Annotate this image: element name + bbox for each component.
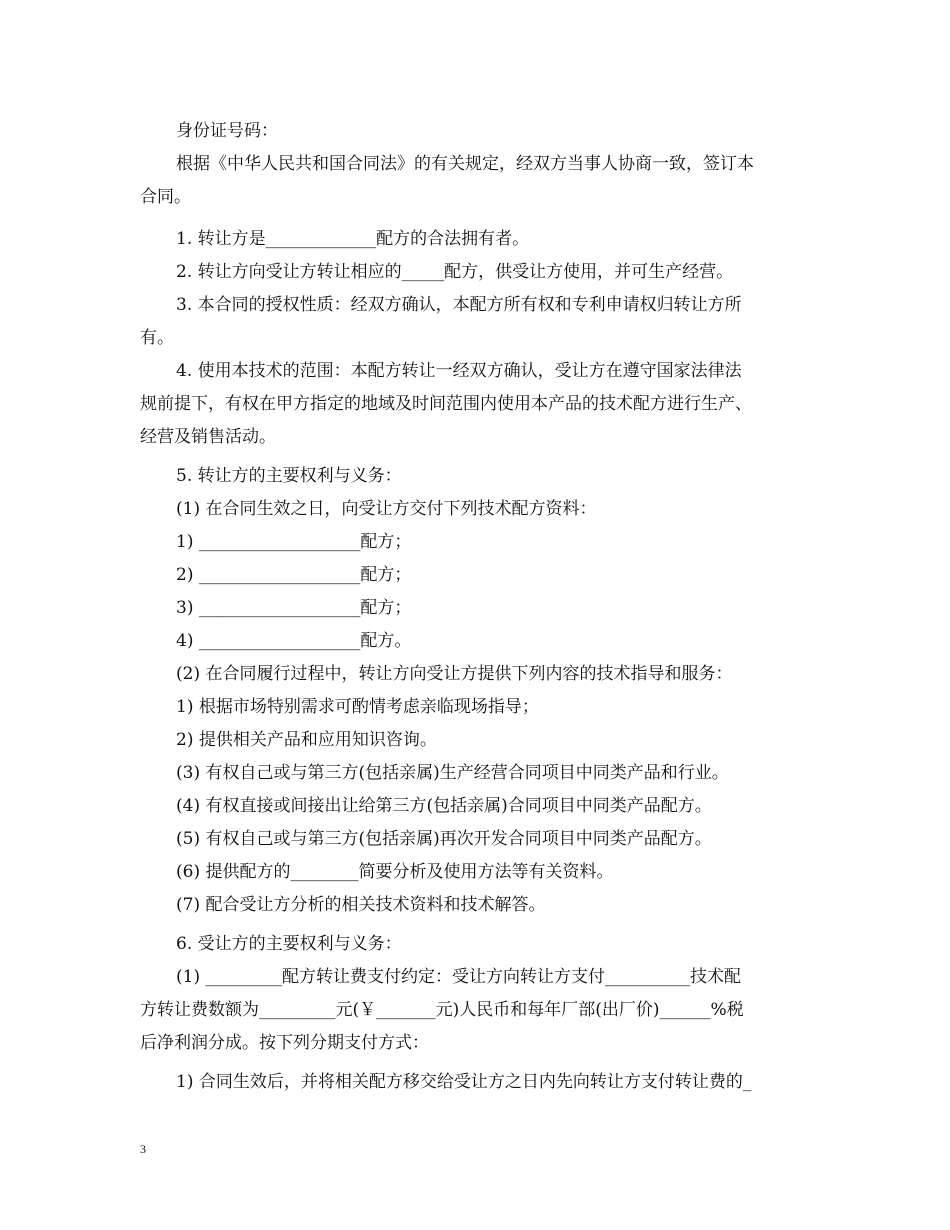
clause-5-item-1: (1) 在合同生效之日，向受让方交付下列技术配方资料： [176,499,597,519]
clause-4: 4. 使用本技术的范围：本配方转让一经双方确认，受让方在遵守国家法律法 [176,361,742,381]
clause-5-item-4: (4) 有权直接或间接出让给第三方(包括亲属)合同项目中同类产品配方。 [176,796,712,816]
clause-5-heading: 5. 转让方的主要权利与义务： [176,466,402,486]
formula-list-item: 1) ___________________配方； [176,532,412,552]
paragraph-line: 合同。 [140,187,191,207]
clause-2: 2. 转让方向受让方转让相应的_____配方，供受让方使用，并可生产经营。 [176,262,734,282]
clause-5-item-3: (3) 有权自己或与第三方(包括亲属)生产经营合同项目中同类产品和行业。 [176,763,729,783]
paragraph-line: 根据《中华人民共和国合同法》的有关规定，经双方当事人协商一致，签订本 [176,154,754,174]
clause-5-item-2: (2) 在合同履行过程中，转让方向受让方提供下列内容的技术指导和服务： [176,664,733,684]
clause-6-item-1-continued: 后净利润分成。按下列分期支付方式： [140,1033,429,1053]
clause-6-item-1-continued: 方转让费数额为_________元(￥_______元)人民币和每年厂部(出厂价)______%税 [140,1000,744,1020]
service-list-item: 1) 根据市场特别需求可酌情考虑亲临现场指导； [176,697,539,717]
page-number: 3 [140,1142,146,1156]
clause-6-item-1: (1) _________配方转让费支付约定：受让方向转让方支付__________技术配 [176,967,741,987]
clause-3: 3. 本合同的授权性质：经双方确认，本配方所有权和专利申请权归转让方所 [176,295,742,315]
clause-5-item-6: (6) 提供配方的________简要分析及使用方法等有关资料。 [176,862,614,882]
formula-list-item: 3) ___________________配方； [176,598,412,618]
service-list-item: 2) 提供相关产品和应用知识咨询。 [176,730,437,750]
clause-5-item-7: (7) 配合受让方分析的相关技术资料和技术解答。 [176,895,546,915]
clause-5-item-5: (5) 有权自己或与第三方(包括亲属)再次开发合同项目中同类产品配方。 [176,829,712,849]
clause-4-continued: 经营及销售活动。 [140,427,276,447]
payment-list-item: 1) 合同生效后，并将相关配方移交给受让方之日内先向转让方支付转让费的_ [176,1072,752,1092]
id-number-line: 身份证号码： [176,121,278,141]
clause-1: 1. 转让方是_____________配方的合法拥有者。 [176,229,530,249]
formula-list-item: 4) ___________________配方。 [176,631,412,651]
clause-3-continued: 有。 [140,328,174,348]
clause-6-heading: 6. 受让方的主要权利与义务： [176,934,402,954]
clause-4-continued: 规前提下，有权在甲方指定的地域及时间范围内使用本产品的技术配方进行生产、 [140,394,752,414]
formula-list-item: 2) ___________________配方； [176,565,412,585]
